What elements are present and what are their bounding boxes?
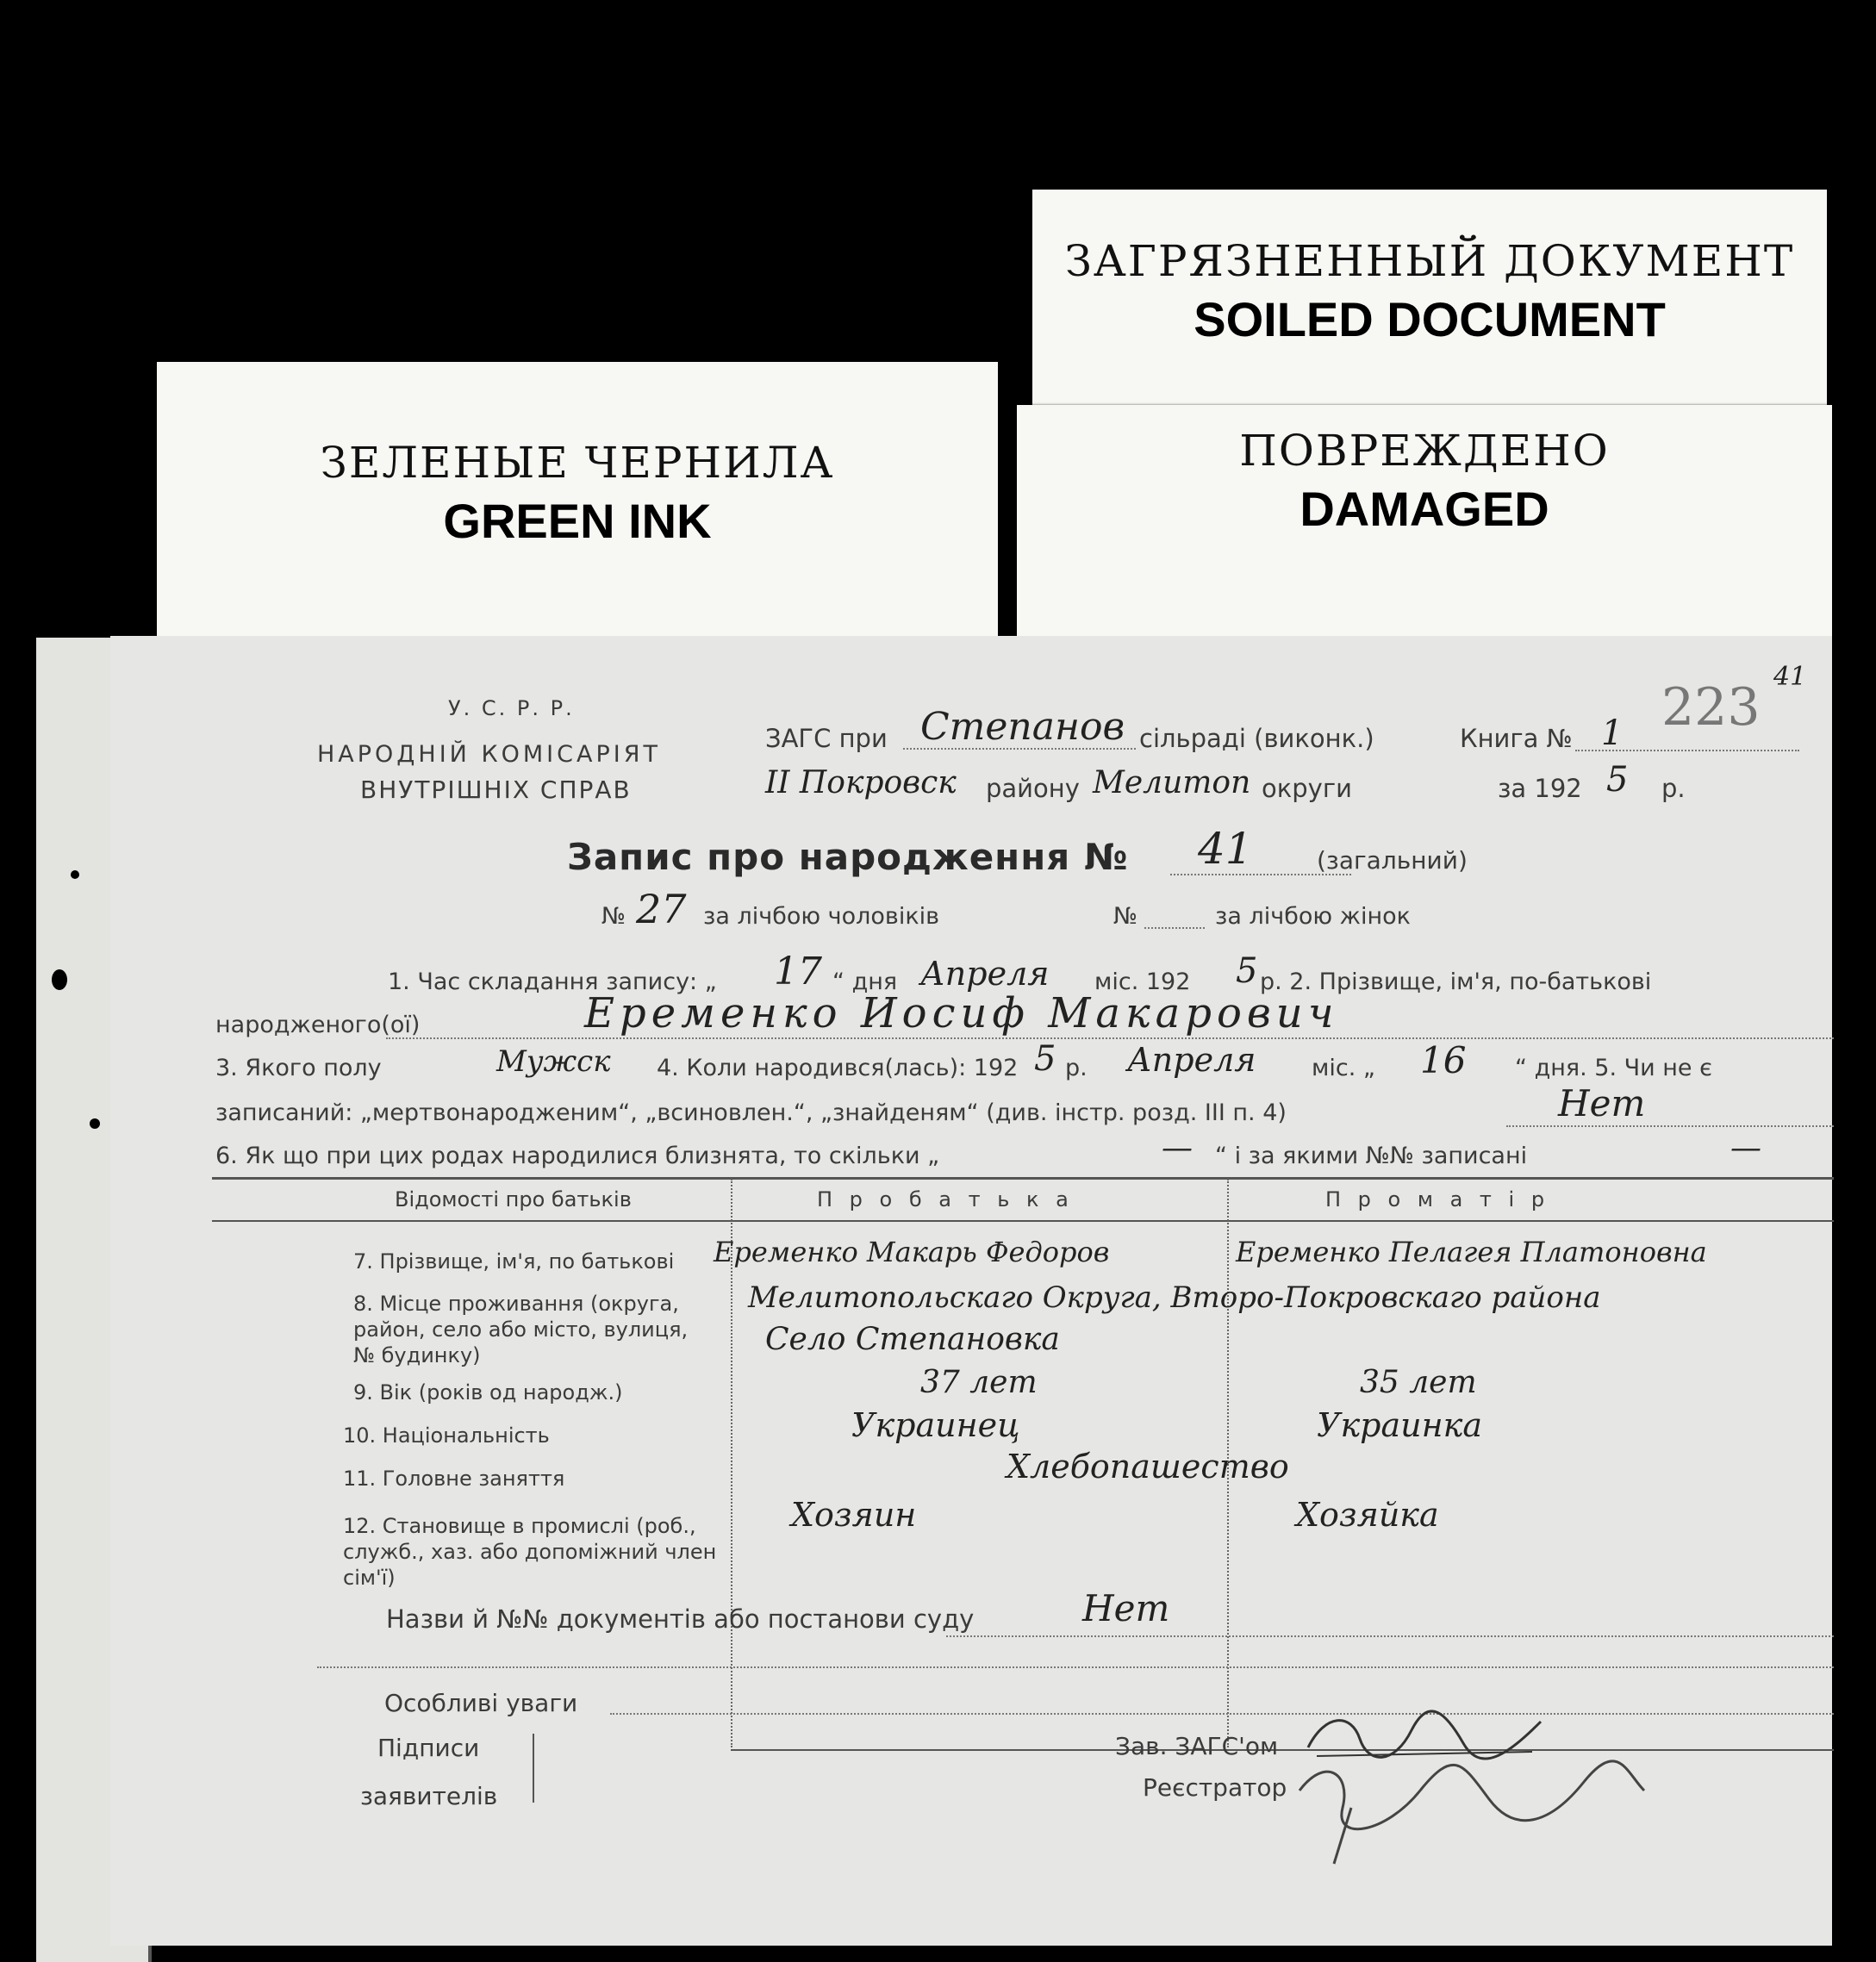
father-name: Еременко Макарь Федоров [714,1236,1110,1268]
field-5-line2: записаний: „мертвонародженим“, „всиновлен.“, „знайденям“ (див. інстр. розд. III п. 4) [215,1099,1287,1126]
documents-label: Назви й №№ документів або постанови суду [386,1604,975,1634]
book-line [1575,750,1799,751]
row-11-label: 11. Головне заняття [343,1467,565,1491]
year-suffix: р. [1661,774,1686,803]
year-digit: 5 [1606,760,1629,800]
father-status: Хозяин [791,1496,917,1534]
ussr-label: У. С. Р. Р. [448,696,575,720]
damaged-ru: ПОВРЕЖДЕНО [1239,426,1610,476]
table-head-parents: Відомості про батьків [395,1187,632,1211]
raion-name: II Покровск [765,765,957,800]
year-label: за 192 [1498,774,1582,803]
okrug-label: округи [1262,774,1352,803]
field-1-day: 17 [774,950,822,993]
village-name: Степанов [920,705,1125,749]
birth-day: 16 [1420,1039,1467,1081]
male-prefix: № [601,903,626,930]
child-name-line [386,1037,1834,1039]
birth-year-r: р. [1065,1055,1088,1081]
applicants-label: заявителів [360,1782,498,1810]
female-prefix: № [1113,903,1138,930]
corner-small-number: 41 [1773,662,1807,692]
field-6-dash2: — [1730,1130,1761,1166]
father-residence: Мелитопольскаго Округа, Второ-Покровскаго района [748,1280,1601,1315]
field-1-year: 5 [1236,951,1258,991]
father-age: 37 лет [920,1365,1038,1400]
silrada-label: сільраді (виконк.) [1139,724,1374,753]
documents-line [946,1635,1834,1637]
registrar-signature [1291,1756,1653,1868]
green-ink-label-card [157,362,998,638]
child-name: Еременко Иосиф Макарович [584,989,1339,1037]
birth-month: Апреля [1127,1041,1256,1079]
female-count-line [1144,927,1205,929]
row-7-label: 7. Прізвище, ім'я, по батькові [353,1249,675,1274]
punch-hole [90,1118,100,1129]
mother-age: 35 лет [1360,1365,1477,1400]
row-9-label: 9. Вік (років од народж.) [353,1380,623,1405]
field-2-label: р. 2. Прізвище, ім'я, по-батькові [1260,969,1652,995]
table-head-mother: П р о м а т і р [1325,1187,1550,1211]
zags-prefix: ЗАГС при [765,724,888,753]
field-1-label: 1. Час складання запису: „ [388,969,717,995]
village-line [903,748,1136,750]
raion-label: району [986,774,1080,803]
field-6-mid: “ і за якими №№ записані [1215,1143,1528,1169]
commissariat-label: НАРОДНІЙ КОМІСАРІЯТ [317,741,661,768]
field-4-label: 4. Коли народився(лась): 192 [657,1055,1019,1081]
field-6-label: 6. Як що при цих родах народилися близнята, то скільки „ [215,1143,940,1169]
okrug-name: Мелитоп [1093,765,1251,800]
birth-year: 5 [1034,1039,1056,1079]
documents-value: Нет [1082,1587,1170,1629]
green-ink-en: GREEN INK [443,494,712,548]
record-title: Запис про народження № [567,836,1129,878]
mother-residence: Село Степановка [765,1322,1060,1357]
general-label: (загальний) [1317,846,1468,875]
punch-hole [52,969,67,990]
field-5-line [1506,1125,1834,1127]
male-label: за лічбою чоловіків [703,903,940,930]
registrar-label: Реєстратор [1143,1773,1287,1802]
father-occupation: Хлебопашество [1007,1448,1289,1486]
record-number: 41 [1198,824,1253,874]
birth-record-form [110,636,1832,1946]
field-6-dash1: — [1162,1130,1193,1166]
soiled-en: SOILED DOCUMENT [1194,292,1666,346]
documents-line-2 [317,1666,1834,1668]
table-top-rule [212,1177,1834,1180]
father-nationality: Украинец [851,1406,1020,1444]
internal-affairs-label: ВНУТРІШНІХ СПРАВ [360,775,632,804]
punch-hole [71,870,79,879]
soiled-label-card [1032,190,1827,439]
field-1-day-label: “ дня [832,969,898,995]
mother-status: Хозяйка [1296,1496,1439,1534]
table-head-rule [212,1220,1834,1222]
green-ink-ru: ЗЕЛЕНЫЕ ЧЕРНИЛА [320,438,835,488]
table-bottom-rule [731,1749,1834,1751]
signature-bracket [533,1734,534,1803]
row-12-label: 12. Становище в промислі (роб., служб., хаз. або допоміжний член сім'ї) [343,1514,717,1590]
field-1-month: Апреля [920,955,1050,993]
row-8-label: 8. Місце проживання (округа, район, село або місто, вулиця, № будинку) [353,1292,689,1367]
row-10-label: 10. Національність [343,1423,550,1448]
book-label: Книга № [1460,724,1573,753]
notes-label: Особливі уваги [384,1689,578,1717]
table-head-father: П р о б а т ь к а [817,1187,1074,1211]
field-5-label: “ дня. 5. Чи не є [1515,1055,1712,1081]
book-number: 1 [1601,713,1624,753]
field-1-month-label: міс. 192 [1094,969,1191,995]
mother-nationality: Украинка [1317,1406,1482,1444]
corner-record-number: 223 [1661,677,1761,738]
soiled-ru: ЗАГРЯЗНЕННЫЙ ДОКУМЕНТ [1064,236,1795,286]
head-zags-label: Зав. ЗАГС'ом [1115,1732,1279,1760]
field-3-label: 3. Якого полу [215,1055,382,1081]
female-label: за лічбою жінок [1215,903,1411,930]
male-count-number: 27 [636,886,687,932]
signatures-label: Підписи [377,1734,480,1762]
mother-name: Еременко Пелагея Платоновна [1236,1236,1707,1268]
damaged-en: DAMAGED [1299,482,1549,536]
field-5-value: Нет [1558,1082,1646,1124]
field-2-sub: народженого(ої) [215,1012,421,1038]
damaged-label-card [1017,405,1832,646]
sex-value: Мужск [496,1044,611,1079]
birth-month-label: міс. „ [1312,1055,1375,1081]
notes-line [610,1713,1834,1715]
